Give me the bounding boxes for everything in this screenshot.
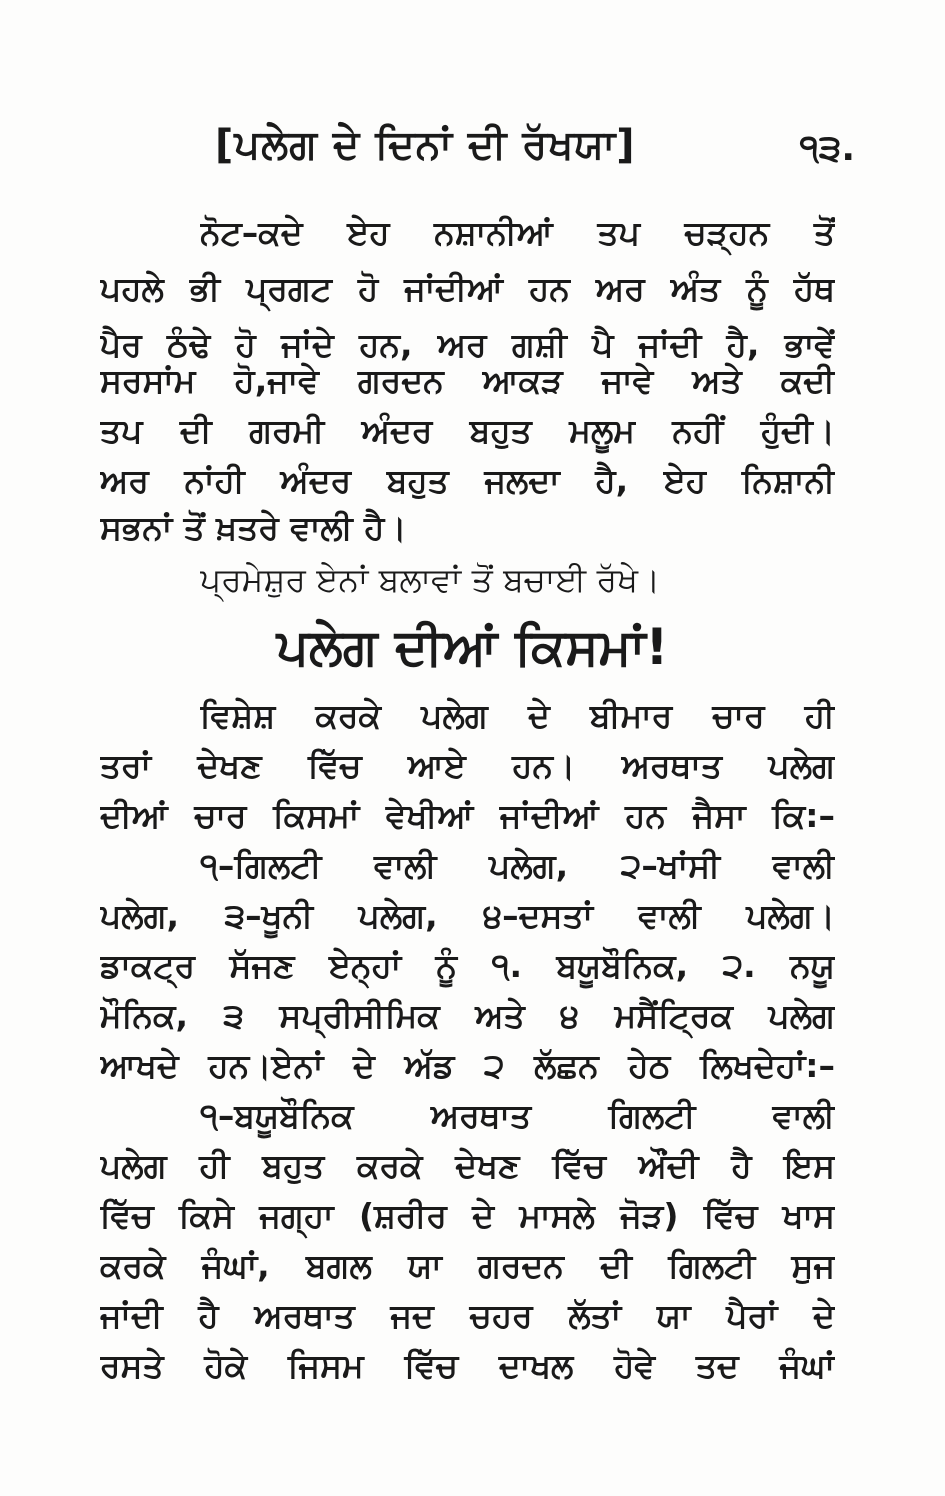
text-line: ੧–ਬਯੂਬੌਨਿਕ ਅਰਥਾਤ ਗਿਲਟੀ ਵਾਲੀ	[200, 1096, 835, 1135]
text-line: ਸਭਨਾਂ ਤੋਂ ਖ਼ਤਰੇ ਵਾਲੀ ਹੈ।	[100, 508, 407, 547]
text-line: ਵਿਸ਼ੇਸ਼ ਕਰਕੇ ਪਲੇਗ ਦੇ ਬੀਮਾਰ ਚਾਰ ਹੀ	[200, 696, 835, 735]
text-line: ਪੈਰ ਠੰਢੇ ਹੋ ਜਾਂਦੇ ਹਨ, ਅਰ ਗਸ਼ੀ ਪੈ ਜਾਂਦੀ ਹੈ, ਭਾਵੇਂ	[100, 325, 835, 364]
text-line: ਪਲੇਗ ਹੀ ਬਹੁਤ ਕਰਕੇ ਦੇਖਣ ਵਿੱਚ ਔਂਦੀ ਹੈ ਇਸ	[100, 1146, 835, 1185]
text-line: ਵਿੱਚ ਕਿਸੇ ਜਗ੍ਹਾ (ਸ਼ਰੀਰ ਦੇ ਮਾਸਲੇ ਜੋੜ) ਵਿੱਚ ਖਾਸ	[100, 1196, 835, 1235]
section-heading: ਪਲੇਗ ਦੀਆਂ ਕਿਸਮਾਂ!	[276, 618, 669, 676]
text-line: ਡਾਕਟ੍ਰ ਸੱਜਣ ਏਨ੍ਹਾਂ ਨੂੰ ੧. ਬਯੂਬੌਨਿਕ, ੨. ਨਯੂ	[100, 946, 835, 985]
text-line: ਕਰਕੇ ਜੰਘਾਂ, ਬਗਲ ਯਾ ਗਰਦਨ ਦੀ ਗਿਲਟੀ ਸੁਜ	[100, 1246, 835, 1285]
text-line: ੧–ਗਿਲਟੀ ਵਾਲੀ ਪਲੇਗ, ੨–ਖਾਂਸੀ ਵਾਲੀ	[200, 846, 835, 885]
page-number: ੧੩.	[799, 128, 855, 169]
text-line: ਜਾਂਦੀ ਹੈ ਅਰਥਾਤ ਜਦ ਚਹਰ ਲੱਤਾਂ ਯਾ ਪੈਰਾਂ ਦੇ	[100, 1296, 835, 1335]
text-line: ਸਰਸਾਂਮ ਹੋ,ਜਾਵੇ ਗਰਦਨ ਆਕੜ ਜਾਵੇ ਅਤੇ ਕਦੀ	[100, 361, 835, 400]
text-line: ਤਰਾਂ ਦੇਖਣ ਵਿੱਚ ਆਏ ਹਨ। ਅਰਥਾਤ ਪਲੇਗ	[100, 746, 835, 785]
running-title: [ਪਲੇਗ ਦੇ ਦਿਨਾਂ ਦੀ ਰੱਖਯਾ]	[215, 122, 636, 168]
text-line: ਨੋਟ–ਕਦੇ ਏਹ ਨਸ਼ਾਨੀਆਂ ਤਪ ਚੜ੍ਹਨ ਤੋਂ	[200, 213, 835, 252]
text-line: ਆਖਦੇ ਹਨ।ਏਨਾਂ ਦੇ ਅੱਡ ੨ ਲੱਛਨ ਹੇਠ ਲਿਖਦੇਹਾਂ:–	[100, 1046, 835, 1085]
text-line: ਰਸਤੇ ਹੋਕੇ ਜਿਸਮ ਵਿੱਚ ਦਾਖਲ ਹੋਵੇ ਤਦ ਜੰਘਾਂ	[100, 1346, 835, 1385]
text-line: ਮੌਨਿਕ, ੩ ਸਪ੍ਰੀਸੀਮਿਕ ਅਤੇ ੪ ਮਸੈਂਟ੍ਰਿਕ ਪਲੇਗ	[100, 996, 835, 1035]
text-line: ਤਪ ਦੀ ਗਰਮੀ ਅੰਦਰ ਬਹੁਤ ਮਲੂਮ ਨਹੀਂ ਹੁੰਦੀ।	[100, 411, 835, 450]
running-header	[215, 118, 855, 178]
text-line: ਦੀਆਂ ਚਾਰ ਕਿਸਮਾਂ ਵੇਖੀਆਂ ਜਾਂਦੀਆਂ ਹਨ ਜੈਸਾ ਕਿ:–	[100, 796, 835, 835]
text-line: ਅਰ ਨਾਂਹੀ ਅੰਦਰ ਬਹੁਤ ਜਲਦਾ ਹੈ, ਏਹ ਨਿਸ਼ਾਨੀ	[100, 461, 835, 500]
text-line: ਪਹਲੇ ਭੀ ਪ੍ਰਗਟ ਹੋ ਜਾਂਦੀਆਂ ਹਨ ਅਰ ਅੰਤ ਨੂੰ ਹੱਥ	[100, 269, 835, 308]
text-line: ਪ੍ਰਮੇਸ਼ੁਰ ਏਨਾਂ ਬਲਾਵਾਂ ਤੋਂ ਬਚਾਈ ਰੱਖੇ।	[200, 560, 661, 599]
text-line: ਪਲੇਗ, ੩–ਖੂਨੀ ਪਲੇਗ, ੪–ਦਸਤਾਂ ਵਾਲੀ ਪਲੇਗ।	[100, 896, 835, 935]
